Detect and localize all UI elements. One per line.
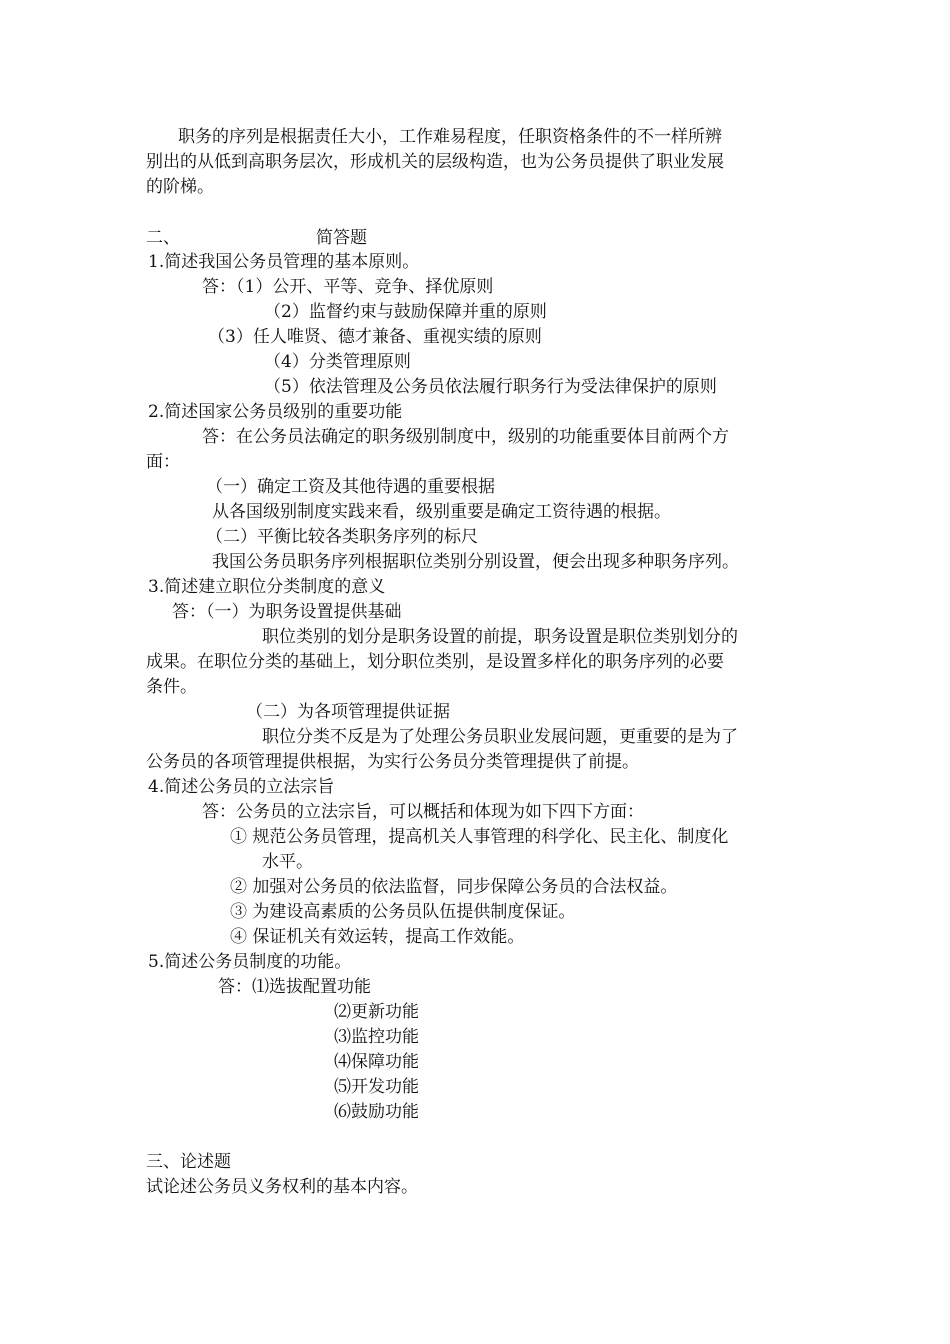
- q2-answer-4: 从各国级别制度实践来看，级别重要是确定工资待遇的根据。: [212, 502, 671, 522]
- q4-answer-6: ④ 保证机关有效运转，提高工作效能。: [230, 927, 525, 947]
- section-3-title: 三、论述题: [146, 1152, 231, 1172]
- q5-answer-1: 答：⑴选拔配置功能: [218, 977, 371, 997]
- q3-question: 3.简述建立职位分类制度的意义: [148, 577, 386, 597]
- section-3-question: 试论述公务员义务权利的基本内容。: [146, 1177, 418, 1197]
- q3-answer-3: 成果。在职位分类的基础上，划分职位类别，是设置多样化的职务序列的必要: [146, 652, 724, 672]
- q3-answer-1: 答：（一）为职务设置提供基础: [172, 602, 402, 622]
- q1-answer-2: （2）监督约束与鼓励保障并重的原则: [264, 302, 547, 322]
- q4-answer-5: ③ 为建设高素质的公务员队伍提供制度保证。: [230, 902, 576, 922]
- q4-answer-1: 答：公务员的立法宗旨，可以概括和体现为如下四下方面：: [202, 802, 644, 822]
- q3-answer-4: 条件。: [146, 677, 197, 697]
- q3-answer-5: （二）为各项管理提供证据: [246, 702, 450, 722]
- q4-answer-3: 水平。: [262, 852, 313, 872]
- q2-answer-3: （一）确定工资及其他待遇的重要根据: [206, 477, 495, 497]
- q5-answer-4: ⑷保障功能: [334, 1052, 419, 1072]
- q5-answer-6: ⑹鼓励功能: [334, 1102, 419, 1122]
- intro-line-1: 职务的序列是根据责任大小，工作难易程度，任职资格条件的不一样所辨: [178, 127, 722, 147]
- q5-answer-2: ⑵更新功能: [334, 1002, 419, 1022]
- q1-question: 1.简述我国公务员管理的基本原则。: [148, 252, 420, 272]
- q1-answer-5: （5）依法管理及公务员依法履行职务行为受法律保护的原则: [264, 377, 717, 397]
- section-2-number: 二、: [146, 228, 180, 248]
- q2-answer-5: （二）平衡比较各类职务序列的标尺: [206, 527, 478, 547]
- q5-answer-5: ⑸开发功能: [334, 1077, 419, 1097]
- q3-answer-7: 公务员的各项管理提供根据，为实行公务员分类管理提供了前提。: [146, 752, 639, 772]
- section-2-title: 简答题: [316, 228, 367, 248]
- q2-answer-6: 我国公务员职务序列根据职位类别分别设置，便会出现多种职务序列。: [212, 552, 739, 572]
- q1-answer-4: （4）分类管理原则: [264, 352, 411, 372]
- q2-answer-2: 面：: [146, 452, 180, 472]
- q4-answer-2: ① 规范公务员管理，提高机关人事管理的科学化、民主化、制度化: [230, 827, 729, 847]
- intro-line-3: 的阶梯。: [146, 177, 214, 197]
- q2-answer-1: 答：在公务员法确定的职务级别制度中，级别的功能重要体目前两个方: [202, 427, 729, 447]
- q5-answer-3: ⑶监控功能: [334, 1027, 419, 1047]
- q3-answer-6: 职位分类不反是为了处理公务员职业发展问题，更重要的是为了: [262, 727, 738, 747]
- q1-answer-1: 答：（1）公开、平等、竞争、择优原则: [202, 277, 494, 297]
- q3-answer-2: 职位类别的划分是职务设置的前提，职务设置是职位类别划分的: [262, 627, 738, 647]
- q4-answer-4: ② 加强对公务员的依法监督，同步保障公务员的合法权益。: [230, 877, 678, 897]
- q1-answer-3: （3）任人唯贤、德才兼备、重视实绩的原则: [208, 327, 542, 347]
- q4-question: 4.简述公务员的立法宗旨: [148, 777, 335, 797]
- q5-question: 5.简述公务员制度的功能。: [148, 952, 352, 972]
- q2-question: 2.简述国家公务员级别的重要功能: [148, 402, 403, 422]
- intro-line-2: 别出的从低到高职务层次，形成机关的层级构造，也为公务员提供了职业发展: [146, 152, 724, 172]
